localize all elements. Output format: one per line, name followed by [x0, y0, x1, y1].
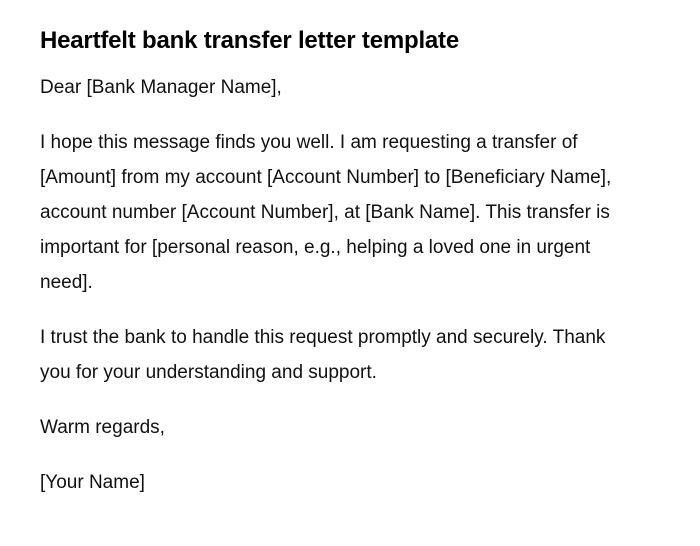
letter-body-paragraph-1: I hope this message finds you well. I am requesting a transfer of [Amount] from my account [Account Number] to [Beneficiary Name], account number [Account Number], at [Bank Name]. This transfer is important for [personal reason, e.g., helping a loved one in urgent need]. [40, 132, 612, 293]
letter-signature: [Your Name] [40, 472, 145, 493]
letter-closing: Warm regards, [40, 417, 165, 438]
letter-greeting: Dear [Bank Manager Name], [40, 77, 282, 98]
page-title: Heartfelt bank transfer letter template [40, 27, 459, 54]
letter-body-paragraph-2: I trust the bank to handle this request promptly and securely. Thank you for your understanding and support. [40, 327, 606, 383]
